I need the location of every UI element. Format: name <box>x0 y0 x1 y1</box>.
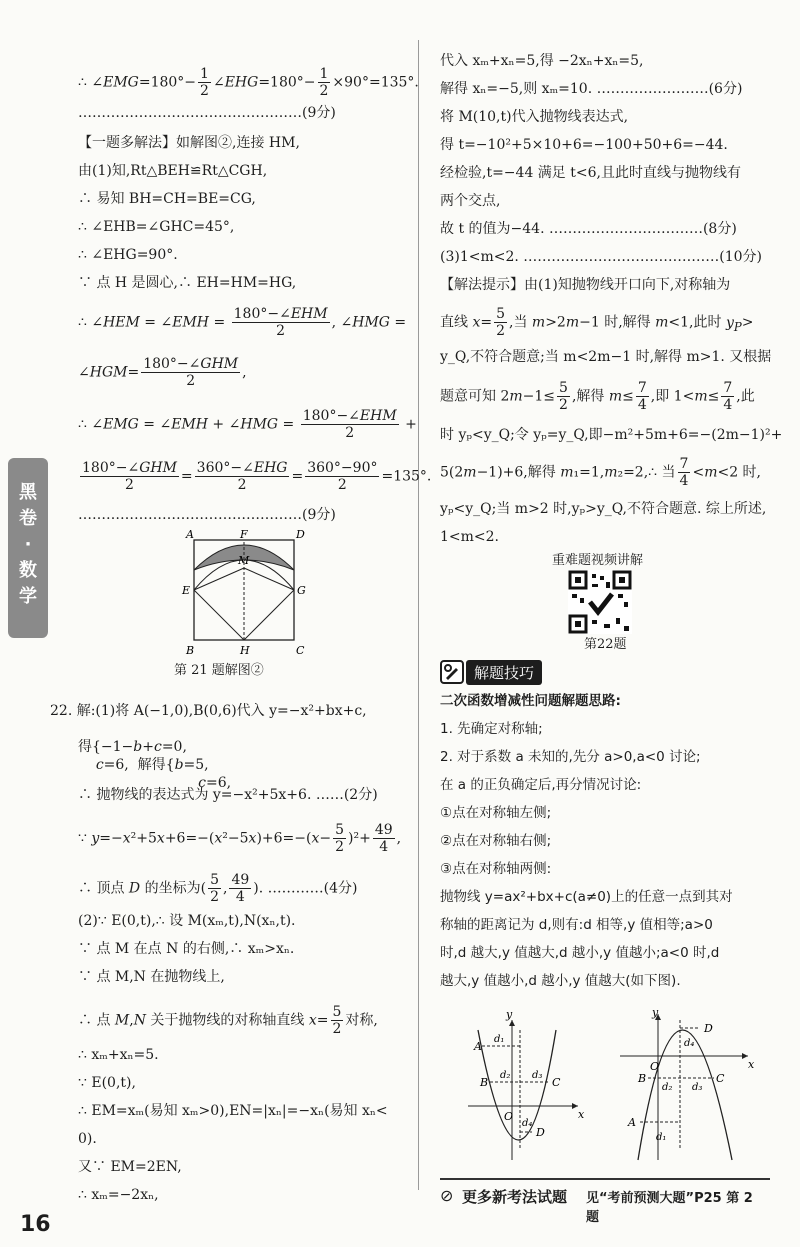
right-line-5: 经检验,t=−44 满足 t<6,且此时直线与抛物线有 <box>440 165 741 181</box>
left-line-1: ∴ ∠EMG=180°− $\frac{1}{2}$ ∠EHG=180°− $\frac{1}{2}$ ×90°=135°. <box>78 66 419 99</box>
svg-text:d₃: d₃ <box>532 1070 543 1081</box>
q22-line-4: ∵ y=−x²+5x+6=−(x²−5x)+6=−(x− $\frac{5}{2}$ )²+ $\frac{49}{4}$ , <box>78 822 402 855</box>
right-line-14: 5(2m−1)+6,解得 m₁=1,m₂=2,∴ 当 $\frac{7}{4}$ <m<2 时, <box>440 456 762 489</box>
svg-text:A: A <box>628 1116 636 1129</box>
side-tab <box>8 458 48 638</box>
label-H: H <box>240 644 250 657</box>
right-line-8: (3)1<m<2. ……………………………………(10分) <box>440 249 763 265</box>
tips-header <box>440 660 580 684</box>
right-line-1: 代入 xₘ+xₙ=5,得 −2xₙ+xₙ=5, <box>440 53 644 69</box>
column-divider <box>418 40 419 1190</box>
right-line-12: 题意可知 2m−1≤ $\frac{5}{2}$ ,解得 m≤ $\frac{7}{4}$ ,即 1<m≤ $\frac{7}{4}$ ,此 <box>440 380 755 413</box>
svg-text:A: A <box>474 1040 482 1053</box>
q22-line-1: 22. 解:(1)将 A(−1,0),B(0,6)代入 y=−x²+bx+c, <box>50 703 367 719</box>
label-F: F <box>240 530 248 541</box>
q22-line-14: 又∵ EM=2EN, <box>78 1159 182 1175</box>
svg-text:y: y <box>506 1010 513 1021</box>
q22-line-12: ∴ EM=xₘ(易知 xₘ>0),EN=|xₙ|=−xₙ(易知 xₙ< <box>78 1103 388 1119</box>
link-icon: ⊘ <box>440 1186 454 1205</box>
tips-line-2: 1. 先确定对称轴; <box>440 721 543 737</box>
line-GM <box>244 568 294 590</box>
label-B: B <box>186 644 195 657</box>
q22-line-11: ∵ E(0,t), <box>78 1075 136 1091</box>
tips-tag: 解题技巧 <box>466 660 542 685</box>
bottom-bar-ref: 见“考前预测大题”P25 第 2 题 <box>586 1191 753 1225</box>
tips-line-5: ①点在对称轴左侧; <box>440 805 552 821</box>
page-number: 16 <box>20 1212 51 1237</box>
left-line-2: …………………………………………(9分) <box>78 105 336 121</box>
tips-line-10: 时,d 越大,y 值越大,d 越小,y 值越小;a<0 时,d <box>440 945 720 961</box>
line-HE <box>194 590 244 640</box>
svg-text:y: y <box>652 1010 659 1019</box>
q22-line-6: (2)∵ E(0,t),∴ 设 M(xₘ,t),N(xₙ,t). <box>78 913 296 929</box>
q22-line-15: ∴ xₘ=−2xₙ, <box>78 1187 159 1203</box>
label-M: M <box>238 554 250 567</box>
q22-line-9: ∴ 点 M,N 关于抛物线的对称轴直线 x= $\frac{5}{2}$ 对称, <box>78 1004 378 1037</box>
tips-line-8: 抛物线 y=ax²+bx+c(a≠0)上的任意一点到其对 <box>440 889 733 905</box>
label-C: C <box>296 644 305 657</box>
figure-21 <box>174 530 314 660</box>
svg-text:d₁: d₁ <box>494 1034 505 1045</box>
svg-text:d₁: d₁ <box>656 1132 667 1143</box>
parabola-down <box>620 1010 755 1160</box>
right-line-13: 时 yₚ<y_Q;令 yₚ=y_Q,即−m²+5m+6=−(2m−1)²+ <box>440 427 783 443</box>
q22-line-13: 0). <box>78 1131 97 1147</box>
svg-text:B: B <box>480 1076 489 1089</box>
parabola-up <box>468 1010 585 1160</box>
line-EM <box>194 568 244 590</box>
line-HG <box>244 590 294 640</box>
svg-text:d₂: d₂ <box>500 1070 511 1081</box>
svg-text:D: D <box>704 1022 713 1035</box>
bottom-bar[interactable] <box>440 1178 770 1225</box>
svg-text:D: D <box>536 1126 545 1139</box>
q22-line-7: ∵ 点 M 在点 N 的右侧,∴ xₘ>xₙ. <box>78 941 295 957</box>
left-line-7: ∴ ∠EHG=90°. <box>78 247 178 263</box>
q22-line-8: ∵ 点 M,N 在抛物线上, <box>78 969 225 985</box>
left-line-11: ∴ ∠EMG = ∠EMH + ∠HMG = $\frac{\text{180°−∠EHM}}{2}$ + <box>78 408 417 441</box>
q22-line-2: 得{−1−b+c=0, c=6, 解得{b=5, c=6, <box>78 739 232 791</box>
bottom-bar-label: 更多新考法试题 <box>462 1188 568 1206</box>
label-A: A <box>186 530 194 541</box>
svg-text:x: x <box>578 1108 585 1121</box>
right-line-2: 解得 xₙ=−5,则 xₘ=10. ……………………(6分) <box>440 81 743 97</box>
right-line-7: 故 t 的值为−44. ……………………………(8分) <box>440 221 737 237</box>
parabola-figures <box>448 1010 768 1170</box>
left-line-13: …………………………………………(9分) <box>78 507 336 523</box>
left-line-3: 【一题多解法】如解图②,连接 HM, <box>78 135 300 151</box>
right-line-11: y_Q,不符合题意;当 m<2m−1 时,解得 m>1. 又根据 <box>440 349 772 365</box>
label-E: E <box>182 584 191 597</box>
right-line-9: 【解法提示】由(1)知抛物线开口向下,对称轴为 <box>440 277 731 293</box>
tips-line-6: ②点在对称轴右侧; <box>440 833 552 849</box>
qr-code[interactable] <box>568 570 632 634</box>
tips-line-7: ③点在对称轴两侧: <box>440 861 552 877</box>
tips-line-9: 称轴的距离记为 d,则有:d 相等,y 值相等;a>0 <box>440 917 713 933</box>
svg-text:d₃: d₃ <box>692 1082 703 1093</box>
svg-text:B: B <box>638 1072 647 1085</box>
svg-text:C: C <box>716 1072 725 1085</box>
svg-text:d₄: d₄ <box>684 1038 695 1049</box>
right-line-10: 直线 x= $\frac{5}{2}$ ,当 m>2m−1 时,解得 m<1,此时 $y_P>$ <box>440 306 754 339</box>
left-line-8: ∵ 点 H 是圆心,∴ EH=HM=HG, <box>78 275 297 291</box>
left-line-9: ∴ ∠HEM = ∠EMH = $\frac{\text{180°−∠EHM}}{2}$ , ∠HMG = <box>78 306 407 339</box>
label-G: G <box>297 584 306 597</box>
svg-text:d₄: d₄ <box>522 1118 533 1129</box>
right-line-16: 1<m<2. <box>440 529 500 545</box>
tips-line-4: 在 a 的正负确定后,再分情况讨论: <box>440 777 642 793</box>
tips-line-1: 二次函数增减性问题解题思路: <box>440 693 621 709</box>
side-tab-label: 黑卷·数学 <box>19 482 37 607</box>
svg-text:x: x <box>748 1058 755 1071</box>
right-line-15: yₚ<y_Q;当 m>2 时,yₚ>y_Q,不符合题意. 综上所述, <box>440 501 767 517</box>
label-D: D <box>296 530 305 541</box>
left-line-4: 由(1)知,Rt△BEH≌Rt△CGH, <box>78 163 268 179</box>
qr-caption: 第22题 <box>584 637 627 652</box>
tips-line-3: 2. 对于系数 a 未知的,先分 a>0,a<0 讨论; <box>440 749 701 765</box>
right-line-3: 将 M(10,t)代入抛物线表达式, <box>440 109 629 125</box>
left-line-6: ∴ ∠EHB=∠GHC=45°, <box>78 219 235 235</box>
svg-text:O: O <box>504 1110 514 1123</box>
svg-text:C: C <box>552 1076 561 1089</box>
tips-line-11: 越大,y 值越小,d 越小,y 值越大(如下图). <box>440 973 681 989</box>
right-line-4: 得 t=−10²+5×10+6=−100+50+6=−44. <box>440 137 728 153</box>
qr-title: 重难题视频讲解 <box>552 553 644 568</box>
svg-text:O: O <box>650 1060 660 1073</box>
q22-line-3: ∴ 抛物线的表达式为 y=−x²+5x+6. ……(2分) <box>78 787 378 803</box>
left-line-12: $\frac{\text{180°−∠GHM}}{2}$ = $\frac{\text{360°−∠EHG}}{2}$ = $\frac{360^\circ-90^\circ}{2}$ =135°. <box>82 460 432 493</box>
left-line-5: ∴ 易知 BH=CH=BE=CG, <box>78 191 256 207</box>
left-line-10: ∠HGM= $\frac{\text{180°−∠GHM}}{2}$ , <box>78 356 247 389</box>
q22-line-5: ∴ 顶点 D 的坐标为( $\frac{5}{2}$ , $\frac{49}{4}$ ). …………(4分) <box>78 872 358 905</box>
right-line-6: 两个交点, <box>440 193 501 209</box>
figure-21-caption: 第 21 题解图② <box>174 663 264 678</box>
q22-line-10: ∴ xₘ+xₙ=5. <box>78 1047 159 1063</box>
pencil-icon <box>440 660 464 684</box>
svg-text:d₂: d₂ <box>662 1082 673 1093</box>
